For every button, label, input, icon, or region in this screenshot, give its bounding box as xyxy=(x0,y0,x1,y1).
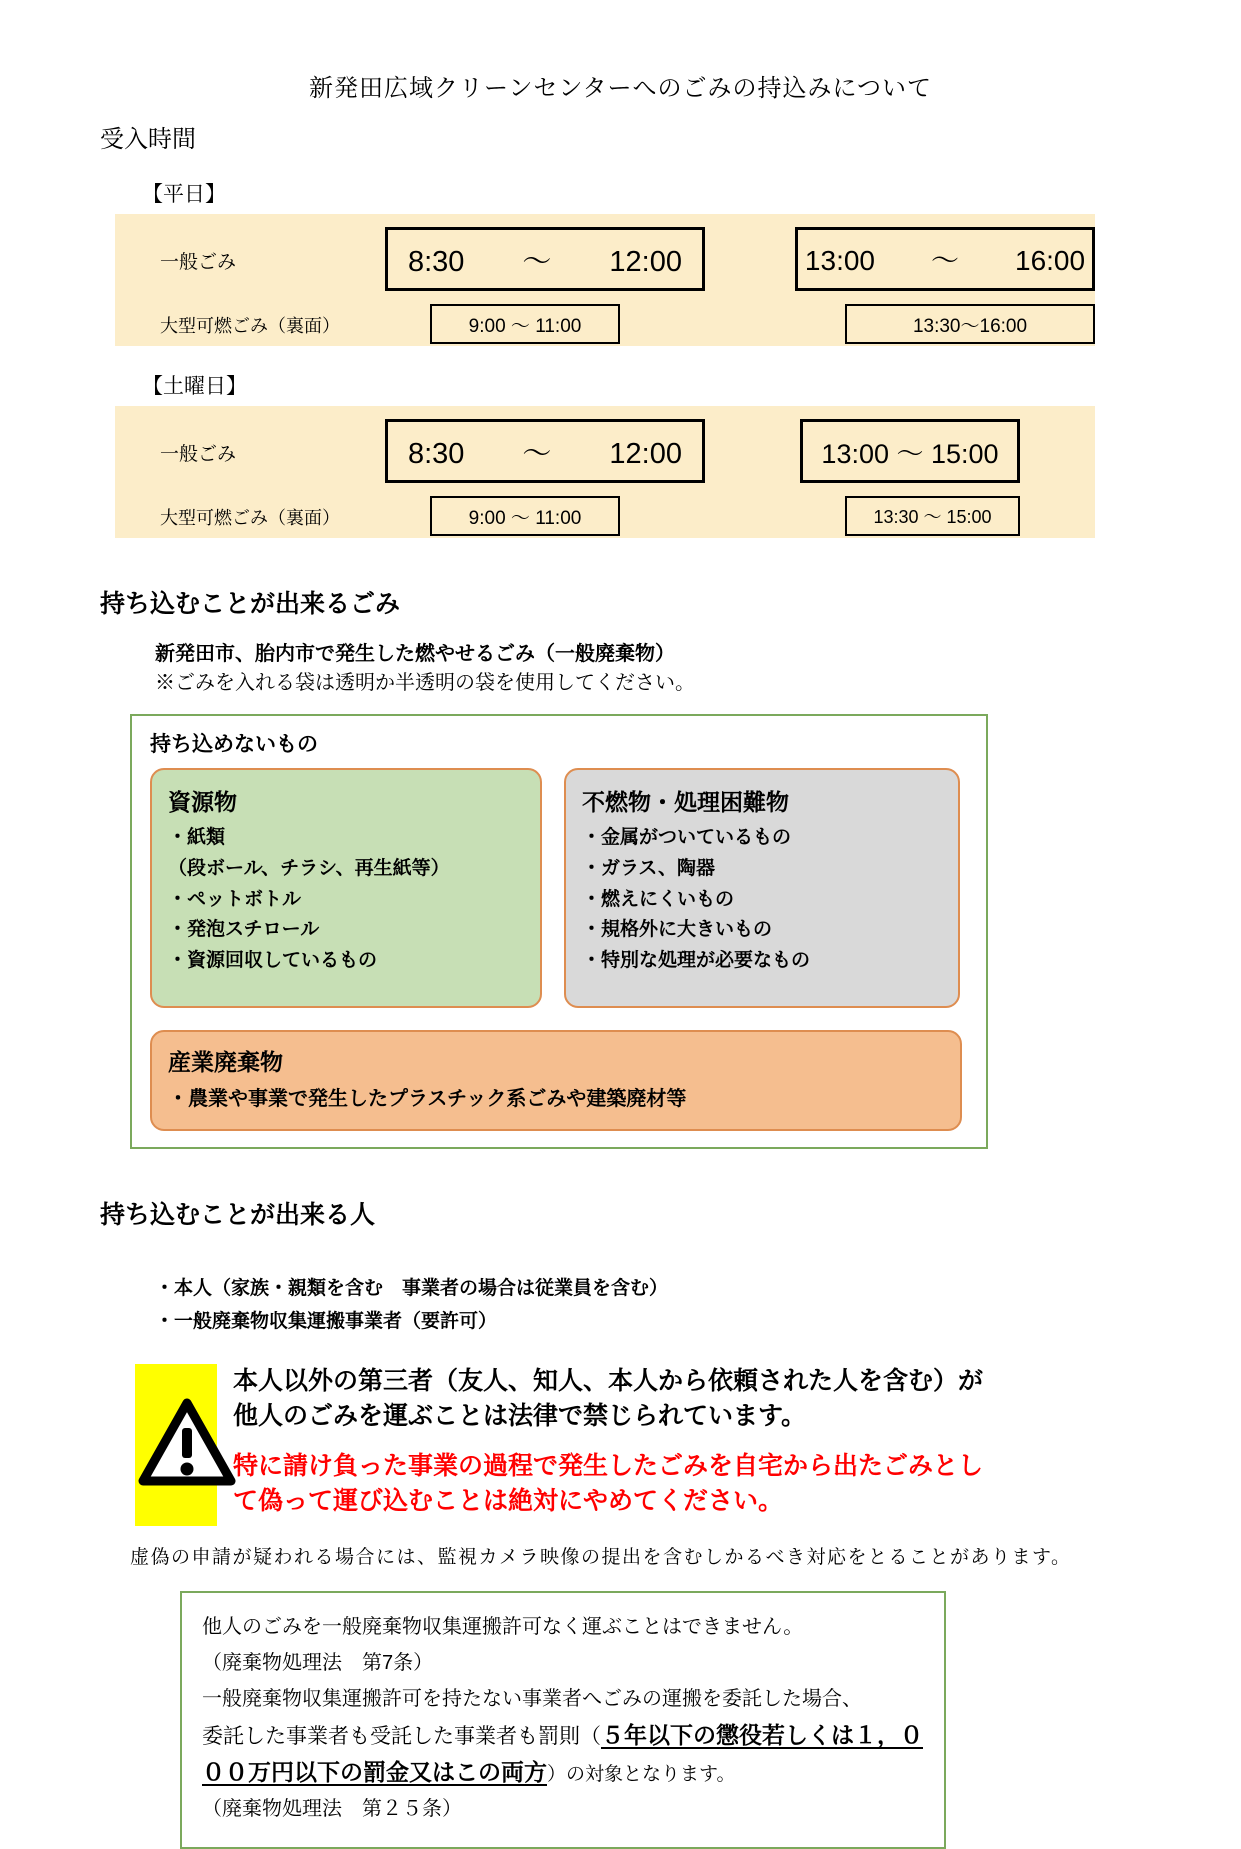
acceptable-line2: ※ごみを入れる袋は透明か半透明の袋を使用してください。 xyxy=(155,672,695,694)
law-penalty-prefix: 委託した事業者も受託した事業者も罰則（ xyxy=(202,1724,601,1748)
row-label-general: 一般ごみ xyxy=(160,444,237,465)
law-line: 他人のごみを一般廃棄物収集運搬許可なく運ぶことはできません。 xyxy=(202,1615,804,1638)
weekday-label: 【平日】 xyxy=(142,183,226,206)
resources-item: ・発泡スチロール xyxy=(168,919,320,941)
weekday-large-am-box: 9:00 ～ 11:00 xyxy=(430,304,620,344)
law-box xyxy=(180,1591,946,1849)
resources-item: （段ボール、チラシ、再生紙等） xyxy=(168,857,450,879)
law-line: 一般廃棄物収集運搬許可を持たない事業者へごみの運搬を委託した場合、 xyxy=(202,1687,862,1710)
weekday-hours-table xyxy=(115,214,1095,346)
camera-note: 虚偽の申請が疑われる場合には、監視カメラ映像の提出を含むしかるべき対応をとることがあります。 xyxy=(130,1546,1072,1568)
acceptable-heading: 持ち込むことが出来るごみ xyxy=(100,590,401,618)
incombustible-item: ・ガラス、陶器 xyxy=(582,857,716,879)
persons-item: ・本人（家族・親類を含む 事業者の場合は従業員を含む） xyxy=(155,1278,669,1300)
weekday-general-pm-box: 13:00 ～ 16:00 xyxy=(795,227,1095,291)
incombustible-item: ・規格外に大きいもの xyxy=(582,919,773,941)
incombustible-heading: 不燃物・処理困難物 xyxy=(582,789,789,815)
warning-black-text: 本人以外の第三者（友人、知人、本人から依頼された人を含む）が他人のごみを運ぶことは法律で禁じられています。 xyxy=(233,1366,984,1431)
incombustible-item: ・特別な処理が必要なもの xyxy=(582,950,811,972)
persons-item: ・一般廃棄物収集運搬事業者（要許可） xyxy=(155,1310,498,1332)
industrial-heading: 産業廃棄物 xyxy=(168,1049,283,1075)
law-line: （廃棄物処理法 第２５条） xyxy=(202,1797,462,1820)
industrial-box xyxy=(150,1030,962,1131)
saturday-general-pm-box: 13:00 ～ 15:00 xyxy=(800,419,1020,483)
incombustible-item: ・金属がついているもの xyxy=(582,827,792,848)
excluded-heading: 持ち込めないもの xyxy=(150,733,318,756)
persons-heading: 持ち込むことが出来る人 xyxy=(100,1201,376,1230)
saturday-hours-table xyxy=(115,406,1095,538)
resources-item: ・紙類 xyxy=(168,827,226,848)
law-line: （廃棄物処理法 第7条） xyxy=(202,1651,434,1674)
law-penalty-suffix: ）の対象となります。 xyxy=(547,1763,736,1785)
row-label-large: 大型可燃ごみ（裏面） xyxy=(160,316,340,336)
resources-box xyxy=(150,768,542,1008)
page-title: 新発田広域クリーンセンターへのごみの持込みについて xyxy=(308,75,933,102)
warning-block xyxy=(135,1364,1241,1526)
warning-red-text: 特に請け負った事業の過程で発生したごみを自宅から出たごみとして偽って運び込むことは絶対にやめてください。 xyxy=(233,1451,984,1516)
resources-heading: 資源物 xyxy=(168,789,237,815)
law-line-penalty xyxy=(202,1717,924,1791)
resources-item: ・資源回収しているもの xyxy=(168,950,378,972)
incombustible-box xyxy=(564,768,960,1008)
acceptable-line1: 新発田市、胎内市で発生した燃やせるごみ（一般廃棄物） xyxy=(155,643,675,665)
saturday-large-am-box: 9:00 ～ 11:00 xyxy=(430,496,620,536)
resources-item: ・ペットボトル xyxy=(168,888,302,910)
saturday-large-pm-box: 13:30 ～ 15:00 xyxy=(845,496,1020,536)
warning-yellow-panel xyxy=(135,1364,217,1526)
row-label-large: 大型可燃ごみ（裏面） xyxy=(160,508,340,528)
weekday-large-pm-box: 13:30～16:00 xyxy=(845,304,1095,344)
saturday-label: 【土曜日】 xyxy=(142,375,247,398)
row-label-general: 一般ごみ xyxy=(160,252,237,273)
saturday-general-am-box: 8:30 ～ 12:00 xyxy=(385,419,705,483)
law-penalty-underlined: ５年以下の懲役若しくは１，０００万円以下の罰金又はこの両方 xyxy=(202,1721,923,1785)
industrial-item: ・農業や事業で発生したプラスチック系ごみや建築廃材等 xyxy=(168,1088,687,1110)
hours-heading: 受入時間 xyxy=(100,126,196,153)
excluded-box xyxy=(130,714,988,1149)
weekday-general-am-box: 8:30 ～ 12:00 xyxy=(385,227,705,291)
incombustible-item: ・燃えにくいもの xyxy=(582,888,735,910)
warning-triangle-icon xyxy=(135,1396,237,1493)
